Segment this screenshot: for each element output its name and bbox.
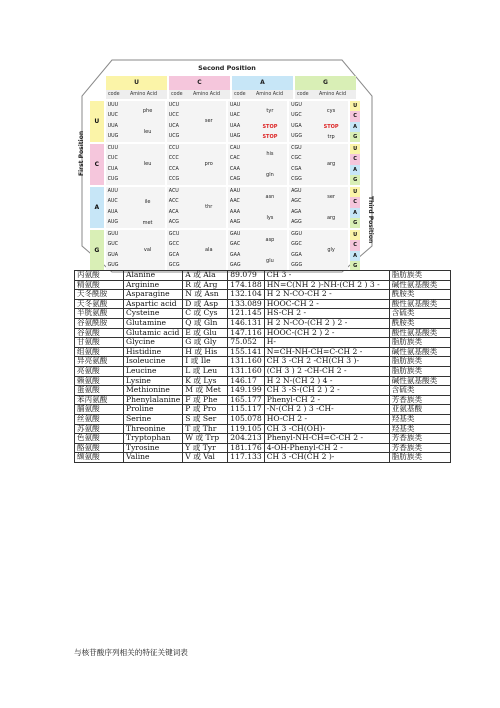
- chinese-name-cell: 半胱氨酸: [75, 309, 124, 319]
- abbreviation-cell: G 或 Gly: [183, 338, 228, 348]
- english-name-cell: Threonine: [124, 424, 183, 434]
- amino-acid-label: ala: [204, 247, 213, 253]
- codon: AUC: [107, 199, 118, 205]
- sub-header: [232, 90, 293, 99]
- abbreviation-cell: P 或 Pro: [183, 405, 228, 415]
- chinese-name-cell: 缬氨酸: [75, 453, 124, 463]
- table-row: [75, 357, 451, 367]
- codon-grid: [90, 76, 360, 271]
- class-cell: 酸性氨基酸类: [389, 299, 450, 309]
- codon: CCC: [168, 156, 179, 162]
- codon: GGC: [291, 242, 302, 248]
- amino-acid-label: STOP: [262, 123, 278, 130]
- codon: AUA: [107, 209, 118, 215]
- third-base-column: [350, 101, 360, 142]
- codon: AAG: [229, 219, 241, 225]
- molecular-weight-cell: 75.052: [228, 338, 264, 348]
- code-header: code: [234, 92, 246, 97]
- abbreviation-cell: A 或 Ala: [183, 271, 228, 281]
- codon: AUG: [107, 219, 119, 225]
- abbreviation-cell: D 或 Asp: [183, 299, 228, 309]
- codon: AAA: [229, 209, 241, 215]
- third-base-C: C: [350, 197, 360, 207]
- side-chain-cell: Phenyl-NH-CH=C-CH 2 -: [264, 434, 389, 444]
- codon-quad: [106, 187, 165, 228]
- amino-acid-table: [74, 270, 451, 463]
- molecular-weight-cell: 132.104: [228, 290, 264, 300]
- codon: GCG: [168, 262, 180, 268]
- chinese-name-cell: 精氨酸: [75, 280, 124, 290]
- class-cell: 芳香族类: [389, 395, 450, 405]
- table-row: [75, 338, 451, 348]
- codon: UCA: [168, 123, 179, 129]
- english-name-cell: Lysine: [124, 376, 183, 386]
- amino-acid-label: leu: [143, 161, 152, 167]
- table-row: [75, 434, 451, 444]
- codon: UAU: [229, 103, 241, 108]
- second-base-A: A: [232, 76, 293, 90]
- first-position-label: First Position: [78, 130, 85, 176]
- chinese-name-cell: 酪氨酸: [75, 443, 124, 453]
- codon: ACG: [168, 219, 180, 225]
- codon: UGG: [291, 133, 303, 139]
- english-name-cell: Tyrosine: [124, 443, 183, 453]
- codon: CAU: [229, 146, 241, 151]
- amino-acid-label: lys: [266, 214, 274, 221]
- class-cell: 酸性氨基酸类: [389, 328, 450, 338]
- abbreviation-cell: H 或 His: [183, 347, 228, 357]
- english-name-cell: Leucine: [124, 366, 183, 376]
- codon: GUC: [107, 242, 119, 248]
- english-name-cell: Histidine: [124, 347, 183, 357]
- molecular-weight-cell: 117.133: [228, 453, 264, 463]
- amino-acid-label: leu: [143, 128, 152, 135]
- codon: UAA: [229, 123, 241, 129]
- molecular-weight-cell: 165.177: [228, 395, 264, 405]
- codon: UGA: [291, 123, 302, 129]
- genetic-code-figure: [72, 56, 382, 276]
- codon: CCA: [168, 166, 179, 172]
- codon-quad: [289, 101, 348, 142]
- molecular-weight-cell: 155.141: [228, 347, 264, 357]
- chinese-name-cell: 色氨酸: [75, 434, 124, 444]
- first-base-C: C: [90, 144, 104, 185]
- table-row: [75, 386, 451, 396]
- class-cell: 芳香族类: [389, 443, 450, 453]
- english-name-cell: Asparagine: [124, 290, 183, 300]
- english-name-cell: Proline: [124, 405, 183, 415]
- abbreviation-cell: N 或 Asn: [183, 290, 228, 300]
- codon: AAU: [229, 189, 241, 194]
- amino-acid-label: pro: [204, 161, 213, 167]
- third-base-G: G: [350, 175, 360, 185]
- sub-header-row: [106, 90, 360, 99]
- codon: CUC: [107, 156, 118, 162]
- codon-quad: [106, 230, 165, 271]
- abbreviation-cell: K 或 Lys: [183, 376, 228, 386]
- class-cell: 脂肪族类: [389, 366, 450, 376]
- chinese-name-cell: 丙氨酸: [75, 271, 124, 281]
- side-chain-cell: CH 3 -CH 2 -CH(CH 3 )-: [264, 357, 389, 367]
- table-row: [75, 271, 451, 281]
- codon: UAG: [229, 133, 241, 139]
- chinese-name-cell: 脯氨酸: [75, 405, 124, 415]
- codon: GGA: [291, 252, 302, 258]
- third-base-U: U: [350, 101, 360, 111]
- amino-acid-label: STOP: [323, 123, 339, 130]
- sub-header: [295, 90, 356, 99]
- amino-acid-label: ile: [144, 199, 151, 205]
- amino-acid-label: tyr: [266, 108, 274, 114]
- codon-quad: [167, 230, 226, 271]
- side-chain-cell: -N-(CH 2 ) 3 -CH-: [264, 405, 389, 415]
- english-name-cell: Cysteine: [124, 309, 183, 319]
- amino-acid-label: val: [143, 247, 152, 253]
- class-cell: 脂肪族类: [389, 338, 450, 348]
- side-chain-cell: H 2 N-(CH 2 ) 4 -: [264, 376, 389, 386]
- codon: CAC: [229, 156, 240, 162]
- molecular-weight-cell: 149.199: [228, 386, 264, 396]
- molecular-weight-cell: 174.188: [228, 280, 264, 290]
- codon-quad: [289, 144, 348, 185]
- chinese-name-cell: 丝氨酸: [75, 414, 124, 424]
- amino-acid-label: glu: [266, 257, 274, 264]
- codon-block-C: [90, 144, 360, 185]
- code-header: code: [171, 92, 183, 97]
- side-chain-cell: 4-OH-Phenyl-CH 2 -: [264, 443, 389, 453]
- table-row: [75, 453, 451, 463]
- amino-acid-label: asn: [265, 194, 275, 200]
- class-cell: 亚氨基酸: [389, 405, 450, 415]
- side-chain-cell: (CH 3 ) 2 -CH-CH 2 -: [264, 366, 389, 376]
- molecular-weight-cell: 119.105: [228, 424, 264, 434]
- codon-quad: [106, 101, 165, 142]
- english-name-cell: Glycine: [124, 338, 183, 348]
- codon: GUG: [107, 262, 119, 268]
- codon: UCC: [168, 113, 179, 119]
- codon: UUC: [107, 113, 118, 119]
- chinese-name-cell: 天冬氨酸: [75, 299, 124, 309]
- english-name-cell: Isoleucine: [124, 357, 183, 367]
- chinese-name-cell: 苯丙氨酸: [75, 395, 124, 405]
- codon: UUA: [107, 123, 118, 129]
- side-chain-cell: CH 3 -S-(CH 2 ) 2 -: [264, 386, 389, 396]
- codon: CGC: [291, 156, 302, 162]
- abbreviation-cell: E 或 Glu: [183, 328, 228, 338]
- side-chain-cell: HO-CH 2 -: [264, 414, 389, 424]
- codon-quad: [228, 101, 287, 142]
- codon: CGU: [291, 146, 302, 151]
- abbreviation-cell: Y 或 Tyr: [183, 443, 228, 453]
- table-row: [75, 405, 451, 415]
- class-cell: 脂肪族类: [389, 271, 450, 281]
- abbreviation-cell: I 或 Ile: [183, 357, 228, 367]
- chinese-name-cell: 组氨酸: [75, 347, 124, 357]
- abbreviation-cell: C 或 Cys: [183, 309, 228, 319]
- codon: GGU: [291, 232, 303, 237]
- side-chain-cell: CH 3 -: [264, 271, 389, 281]
- molecular-weight-cell: 146.131: [228, 318, 264, 328]
- codon: CAG: [229, 176, 241, 182]
- class-cell: 碱性氨基酸类: [389, 280, 450, 290]
- codon-quad: [228, 230, 287, 271]
- first-base-U: U: [90, 101, 104, 142]
- molecular-weight-cell: 147.116: [228, 328, 264, 338]
- codon: UUG: [107, 133, 119, 139]
- third-base-U: U: [350, 230, 360, 240]
- molecular-weight-cell: 146.17: [228, 376, 264, 386]
- side-chain-cell: H 2 N-CO-CH 2 -: [264, 290, 389, 300]
- codon: GCA: [168, 252, 180, 258]
- sub-header: [169, 90, 230, 99]
- english-name-cell: Glutamine: [124, 318, 183, 328]
- side-chain-cell: CH 3 -CH(CH 2 )-: [264, 453, 389, 463]
- english-name-cell: Arginine: [124, 280, 183, 290]
- abbreviation-cell: F 或 Phe: [183, 395, 228, 405]
- table-row: [75, 290, 451, 300]
- first-base-G: G: [90, 230, 104, 271]
- english-name-cell: Phenylalanine: [124, 395, 183, 405]
- third-base-A: A: [350, 165, 360, 175]
- molecular-weight-cell: 131.160: [228, 357, 264, 367]
- side-chain-cell: HOOC-(CH 2 ) 2 -: [264, 328, 389, 338]
- codon: GAC: [229, 242, 241, 248]
- codon: CUU: [107, 146, 118, 151]
- abbreviation-cell: W 或 Trp: [183, 434, 228, 444]
- amino-acid-label: met: [142, 219, 153, 226]
- sub-header: [106, 90, 167, 99]
- codon: CUA: [107, 166, 118, 172]
- codon: UAC: [229, 113, 240, 119]
- amino-acid-label: gln: [266, 171, 274, 178]
- third-base-G: G: [350, 132, 360, 142]
- chinese-name-cell: 赖氨酸: [75, 376, 124, 386]
- second-base-header: [106, 76, 360, 90]
- side-chain-cell: HOOC-CH 2 -: [264, 299, 389, 309]
- codon: CCU: [168, 146, 179, 151]
- codon-block-A: [90, 187, 360, 228]
- codon: GGG: [291, 262, 303, 268]
- third-base-column: [350, 187, 360, 228]
- english-name-cell: Aspartic acid: [124, 299, 183, 309]
- amino-acid-label: cys: [326, 108, 336, 114]
- codon: GUA: [107, 252, 119, 258]
- amino-acid-label: thr: [205, 204, 213, 210]
- codon: CUG: [107, 176, 119, 182]
- codon: CAA: [229, 166, 240, 172]
- codon: AUU: [107, 189, 118, 194]
- english-name-cell: Serine: [124, 414, 183, 424]
- chinese-name-cell: 谷氨酰胺: [75, 318, 124, 328]
- second-base-G: G: [295, 76, 356, 90]
- codon: GAU: [229, 232, 241, 237]
- chinese-name-cell: 蛋氨酸: [75, 386, 124, 396]
- molecular-weight-cell: 89.079: [228, 271, 264, 281]
- third-base-A: A: [350, 208, 360, 218]
- class-cell: 脂肪族类: [389, 453, 450, 463]
- codon: ACU: [168, 189, 179, 194]
- abbreviation-cell: V 或 Val: [183, 453, 228, 463]
- class-cell: 芳香族类: [389, 434, 450, 444]
- table-caption: 与核苷酸序列相关的特征关键词表: [74, 648, 188, 657]
- codon: GUU: [107, 232, 119, 237]
- amino-acid-label: STOP: [262, 133, 278, 140]
- second-base-C: C: [169, 76, 230, 90]
- abbreviation-cell: L 或 Leu: [183, 366, 228, 376]
- amino-acid-header: Amino Acid: [193, 92, 220, 97]
- table-row: [75, 414, 451, 424]
- class-cell: 羟基类: [389, 424, 450, 434]
- chinese-name-cell: 亮氨酸: [75, 366, 124, 376]
- side-chain-cell: CH 3 -CH(OH)-: [264, 424, 389, 434]
- chinese-name-cell: 天冬酰胺: [75, 290, 124, 300]
- molecular-weight-cell: 131.160: [228, 366, 264, 376]
- class-cell: 含硫类: [389, 309, 450, 319]
- third-position-label: Third Position: [367, 196, 374, 244]
- side-chain-cell: H 2 N-CO-(CH 2 ) 2 -: [264, 318, 389, 328]
- third-base-column: [350, 230, 360, 271]
- codon-block-U: [90, 101, 360, 142]
- amino-acid-label: asp: [265, 237, 275, 243]
- amino-acid-header: Amino Acid: [319, 92, 346, 97]
- molecular-weight-cell: 204.213: [228, 434, 264, 444]
- codon: AGC: [291, 199, 302, 205]
- side-chain-cell: HN=C(NH 2 )-NH-(CH 2 ) 3 -: [264, 280, 389, 290]
- molecular-weight-cell: 105.078: [228, 414, 264, 424]
- class-cell: 碱性氨基酸类: [389, 347, 450, 357]
- english-name-cell: Glutamic acid: [124, 328, 183, 338]
- side-chain-cell: Phenyl-CH 2 -: [264, 395, 389, 405]
- codon-quad: [289, 187, 348, 228]
- abbreviation-cell: T 或 Thr: [183, 424, 228, 434]
- molecular-weight-cell: 121.145: [228, 309, 264, 319]
- class-cell: 酰胺类: [389, 290, 450, 300]
- codon: GCC: [168, 242, 180, 248]
- amino-acid-label: arg: [326, 214, 336, 221]
- chinese-name-cell: 谷氨酸: [75, 328, 124, 338]
- third-base-A: A: [350, 251, 360, 261]
- chinese-name-cell: 甘氨酸: [75, 338, 124, 348]
- codon: AAC: [229, 199, 240, 205]
- third-base-C: C: [350, 111, 360, 121]
- third-base-C: C: [350, 154, 360, 164]
- table-row: [75, 318, 451, 328]
- class-cell: 酰胺类: [389, 318, 450, 328]
- english-name-cell: Methionine: [124, 386, 183, 396]
- amino-acid-label: ser: [327, 194, 335, 200]
- third-base-A: A: [350, 122, 360, 132]
- codon: CCG: [168, 176, 180, 182]
- molecular-weight-cell: 181.176: [228, 443, 264, 453]
- amino-acid-label: ser: [204, 118, 213, 124]
- abbreviation-cell: S 或 Ser: [183, 414, 228, 424]
- amino-acid-label: gly: [327, 247, 335, 253]
- amino-acid-header: Amino Acid: [256, 92, 283, 97]
- codon: UGC: [291, 113, 302, 119]
- side-chain-cell: HS-CH 2 -: [264, 309, 389, 319]
- codon: CGA: [291, 166, 302, 172]
- molecular-weight-cell: 133.089: [228, 299, 264, 309]
- codon: AGU: [291, 189, 302, 194]
- codon-quad: [167, 187, 226, 228]
- english-name-cell: Tryptophan: [124, 434, 183, 444]
- codon: CGG: [291, 176, 302, 182]
- chinese-name-cell: 异亮氨酸: [75, 357, 124, 367]
- molecular-weight-cell: 115.117: [228, 405, 264, 415]
- codon: GAG: [229, 262, 241, 268]
- codon-quad: [228, 144, 287, 185]
- codon-quad: [228, 187, 287, 228]
- amino-acid-label: phe: [142, 108, 153, 114]
- third-base-C: C: [350, 240, 360, 250]
- codon: UCU: [168, 103, 180, 108]
- english-name-cell: Alanine: [124, 271, 183, 281]
- table-row: [75, 366, 451, 376]
- third-base-U: U: [350, 144, 360, 154]
- codon-quad: [167, 144, 226, 185]
- codon: GCU: [168, 232, 180, 237]
- codon: GAA: [229, 252, 241, 258]
- codon: AGA: [291, 209, 302, 215]
- codon-quad: [289, 230, 348, 271]
- codon: UGU: [291, 103, 302, 108]
- second-base-U: U: [106, 76, 167, 90]
- chinese-name-cell: 苏氨酸: [75, 424, 124, 434]
- abbreviation-cell: M 或 Met: [183, 386, 228, 396]
- class-cell: 脂肪族类: [389, 357, 450, 367]
- amino-acid-label: arg: [326, 161, 336, 167]
- codon: UCG: [168, 133, 180, 139]
- amino-acid-label: trp: [327, 133, 335, 140]
- side-chain-cell: N=CH-NH-CH=C-CH 2 -: [264, 347, 389, 357]
- class-cell: 碱性氨基酸类: [389, 376, 450, 386]
- codon-quad: [106, 144, 165, 185]
- side-chain-cell: H-: [264, 338, 389, 348]
- codon-quad: [167, 101, 226, 142]
- amino-acid-header: Amino Acid: [130, 92, 157, 97]
- third-base-G: G: [350, 261, 360, 271]
- first-base-A: A: [90, 187, 104, 228]
- codon: ACC: [168, 199, 179, 205]
- code-header: code: [297, 92, 309, 97]
- amino-acid-label: his: [266, 151, 274, 157]
- third-base-U: U: [350, 187, 360, 197]
- third-base-G: G: [350, 218, 360, 228]
- third-base-column: [350, 144, 360, 185]
- class-cell: 含硫类: [389, 386, 450, 396]
- second-position-title: Second Position: [198, 64, 256, 72]
- abbreviation-cell: Q 或 Gln: [183, 318, 228, 328]
- codon: AGG: [291, 219, 302, 225]
- codon: ACA: [168, 209, 179, 215]
- codon: UUU: [107, 103, 119, 108]
- codon-block-G: [90, 230, 360, 271]
- code-header: code: [108, 92, 120, 97]
- class-cell: 羟基类: [389, 414, 450, 424]
- abbreviation-cell: R 或 Arg: [183, 280, 228, 290]
- english-name-cell: Valine: [124, 453, 183, 463]
